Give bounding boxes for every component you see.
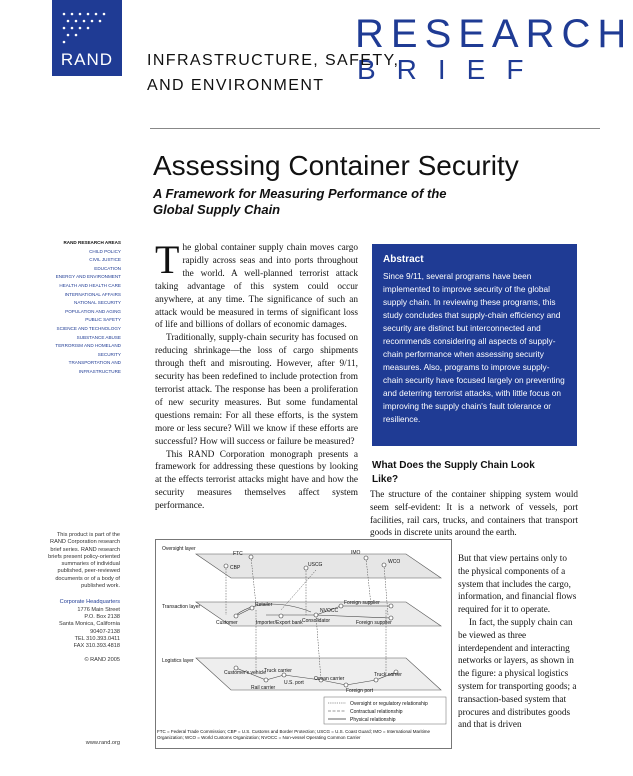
- node-label: U.S. port: [284, 680, 304, 686]
- copyright: © RAND 2005: [84, 657, 120, 664]
- research-area-item[interactable]: CIVIL JUSTICE: [89, 257, 121, 263]
- page-subtitle: A Framework for Measuring Performance of the Global Supply Chain: [153, 186, 447, 217]
- sidebar-publication-info: [40, 532, 120, 665]
- hq-label: Corporate Headquarters: [59, 599, 120, 606]
- drop-cap: T: [155, 237, 180, 282]
- research-area-item[interactable]: PUBLIC SAFETY: [85, 317, 121, 323]
- supply-chain-figure: [155, 539, 452, 749]
- node-label: IMO: [351, 550, 361, 556]
- tel-line: TEL 310.393.0411: [74, 635, 120, 642]
- fax-line: FAX 310.393.4818: [73, 643, 120, 650]
- intro-text: [155, 237, 358, 513]
- legend-label: Oversight or regulatory relationship: [350, 701, 428, 707]
- research-area-item[interactable]: TERRORISM AND HOMELAND SECURITY: [55, 343, 121, 357]
- rand-logo: [52, 0, 122, 76]
- research-areas-list: [46, 239, 121, 377]
- intro-paragraph: The global container supply chain moves cargo rapidly across seas and into ports throughout the world. A well-planned terrorist attack taking advantage of this system could occur anywhere, at any time. The significance of such an attack would be measured in terms of significant loss of life and billions of dollars of economic damages.: [155, 237, 358, 331]
- figure-caption: FTC = Federal Trade Commission; CBP = U.S. Customs and Border Protection; USCG = U.S. Coast Guard; IMO = International Maritime Organization; WCO = World Customs Organization; NVOCC = Non-vessel Operating Common Carrier: [157, 729, 431, 740]
- rand-logo-mark-icon: [58, 8, 116, 48]
- layer-label: Logistics layer: [162, 658, 194, 664]
- research-area-item[interactable]: INTERNATIONAL AFFAIRS: [64, 291, 121, 297]
- node-label: Rail carrier: [251, 685, 276, 691]
- address-line: Santa Monica, California: [59, 621, 120, 628]
- series-title-line1: INFRASTRUCTURE, SAFETY,: [147, 52, 400, 69]
- node-label: CBP: [230, 565, 241, 571]
- page-title: Assessing Container Security: [153, 150, 519, 181]
- node-label: Foreign port: [346, 688, 373, 694]
- body-paragraph: In fact, the supply chain can be viewed as three interdependent and interacting networks or layers, as shown in the figure: a physical logistics system for transporting goods; a transaction-based system that procures and distributes goods and that is driven: [458, 616, 577, 730]
- node-label: Truck carrier: [264, 668, 292, 674]
- abstract-box: [372, 244, 577, 446]
- body-paragraph: But that view pertains only to the physical components of a system that includes the cargo, information, and financial flows required for it to operate.: [458, 553, 577, 615]
- node-label: Foreign supplier: [356, 620, 392, 626]
- node-label: Consolidator: [302, 618, 331, 624]
- node-label: Customer's vehicle: [224, 670, 267, 676]
- supply-chain-diagram: [156, 540, 451, 748]
- research-area-item[interactable]: ENERGY AND ENVIRONMENT: [55, 274, 121, 280]
- legend-label: Physical relationship: [350, 717, 396, 723]
- address-line: 1776 Main Street: [77, 606, 120, 613]
- research-area-item[interactable]: POPULATION AND AGING: [65, 308, 121, 314]
- node-label: Foreign supplier: [344, 600, 380, 606]
- research-area-item[interactable]: SCIENCE AND TECHNOLOGY: [56, 325, 121, 331]
- research-area-item[interactable]: CHILD POLICY: [89, 248, 121, 254]
- research-area-item[interactable]: TRANSPORTATION AND INFRASTRUCTURE: [68, 360, 121, 374]
- node-label: FTC: [233, 551, 243, 557]
- body-paragraph: The structure of the container shipping system would seem self-evident: It is a network of vessels, port facilities, rail cars, trucks, and containers that transport goods in discrete units around the earth.: [370, 489, 578, 538]
- brand-research: RESEARCH: [355, 12, 633, 56]
- figure-legend: [324, 697, 446, 724]
- legend-label: Contractual relationship: [350, 709, 403, 715]
- node-label: NVOCC: [320, 608, 339, 614]
- section-heading: What Does the Supply Chain Look Like?: [372, 460, 535, 485]
- research-area-item[interactable]: HEALTH AND HEALTH CARE: [59, 282, 121, 288]
- node-label: USCG: [308, 562, 323, 568]
- research-area-item[interactable]: EDUCATION: [94, 265, 121, 271]
- address-line: P.O. Box 2138: [84, 613, 120, 620]
- address-line: 90407-2138: [90, 628, 120, 635]
- layer-label: Transaction layer: [162, 604, 201, 610]
- series-note: This product is part of the RAND Corporation research brief series. RAND research briefs present policy-oriented summaries of individual published, peer-reviewed documents or of a body of published work.: [48, 532, 120, 590]
- node-label: Importer/Export bank: [256, 620, 303, 626]
- node-label: Retailer: [255, 602, 273, 608]
- series-title-line2: AND ENVIRONMENT: [147, 77, 325, 94]
- section-text-narrow: [458, 552, 580, 731]
- node-label: WCO: [388, 559, 401, 565]
- abstract-text: Since 9/11, several programs have been implemented to improve security of the global supply chain. In reviewing these programs, this study concludes that supply-chain efficiency and security are distinct but interconnected and recommends considering all aspects of supply-chain performance when assessing security measures. Also, programs to improve supply-chain security have focused largely on preventing and deterring terrorist attacks, with little focus on improving the supply chain's fault tolerance or resilience.: [383, 271, 565, 424]
- section-text-wide: [370, 488, 578, 539]
- node-label: Truck carrier: [374, 672, 402, 678]
- node-label: Ocean carrier: [314, 676, 345, 682]
- research-areas-heading: RAND RESEARCH AREAS: [63, 240, 121, 245]
- rand-logo-text: RAND: [60, 50, 114, 69]
- node-label: Customer: [216, 620, 238, 626]
- header-divider: [150, 128, 600, 129]
- body-paragraph: This RAND Corporation monograph presents a framework for addressing these questions by looking at the effects terrorist attacks might have and how the security measures themselves affect system performance.: [155, 449, 358, 512]
- body-paragraph: Traditionally, supply-chain security has focused on reducing shrinkage—the loss of cargo shipments through theft and misrouting. However, after 9/11, security has been redefined to include protection from terrorist attack. The response has been a proliferation of new security measures. But some fundamental questions remain: For all these efforts, is the system more or less secure? Will we know if these efforts are successful? How will success or failure be measured?: [155, 333, 358, 447]
- website-link[interactable]: www.rand.org: [85, 740, 120, 746]
- brand-brief: BRIEF: [357, 54, 545, 85]
- research-area-item[interactable]: NATIONAL SECURITY: [74, 300, 121, 306]
- abstract-heading: Abstract: [383, 254, 424, 265]
- research-area-item[interactable]: SUBSTANCE ABUSE: [76, 334, 121, 340]
- layer-label: Oversight layer: [162, 546, 196, 552]
